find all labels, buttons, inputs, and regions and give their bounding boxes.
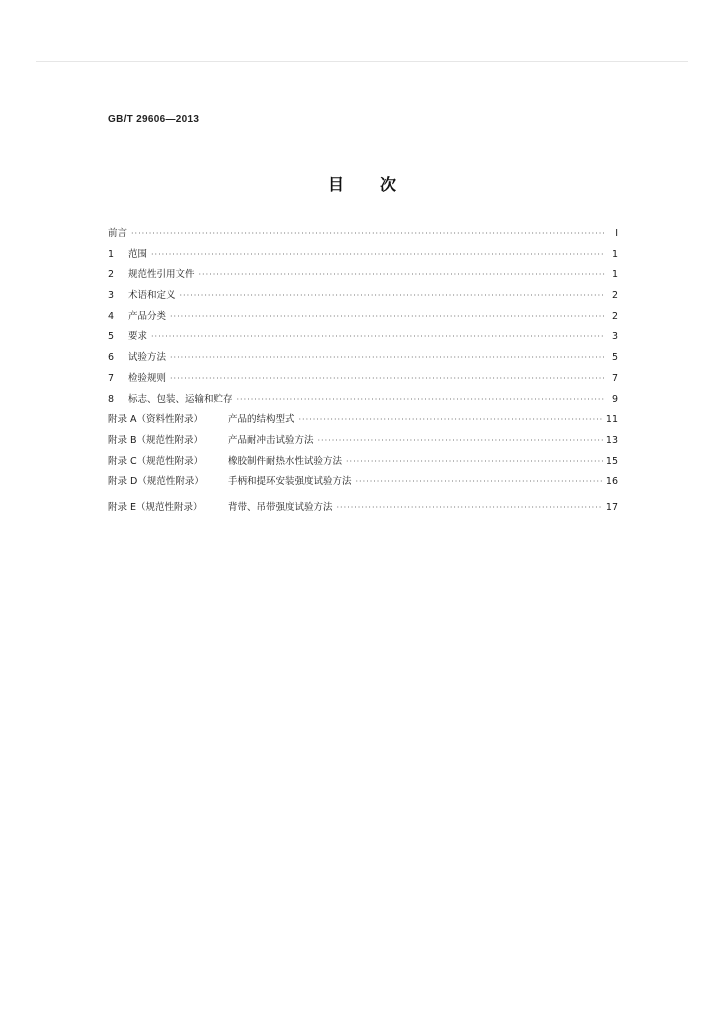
toc-entry-page: 3	[611, 331, 618, 343]
toc-appendix-label: 附录 C（规范性附录）	[108, 455, 204, 467]
toc-entry-number: 6	[108, 352, 115, 364]
toc-entry-appendix-b[interactable]	[108, 431, 618, 452]
toc-entry-appendix-d[interactable]	[108, 472, 618, 493]
toc-dot-leader	[346, 452, 603, 473]
toc-entry-appendix-e[interactable]	[108, 498, 618, 519]
toc-entry-title: 要求	[128, 331, 148, 343]
toc-entry-3[interactable]	[108, 286, 618, 307]
toc-entry-6[interactable]	[108, 348, 618, 369]
toc-entry-foreword[interactable]	[108, 224, 618, 245]
toc-dot-leader	[318, 431, 603, 452]
toc-dot-leader	[237, 390, 605, 411]
toc-entry-page: 15	[605, 455, 618, 467]
toc-entry-title: 手柄和提环安装强度试验方法	[228, 476, 352, 488]
toc-list	[108, 224, 618, 519]
toc-entry-number: 1	[108, 248, 115, 260]
toc-entry-title: 范围	[128, 248, 148, 260]
toc-dot-leader	[180, 286, 605, 307]
toc-entry-page: 9	[611, 393, 618, 405]
toc-entry-number: 7	[108, 372, 115, 384]
toc-dot-leader	[151, 327, 605, 348]
toc-entry-number: 8	[108, 393, 115, 405]
toc-entry-5[interactable]	[108, 327, 618, 348]
toc-entry-title: 产品的结构型式	[228, 414, 295, 426]
toc-entry-appendix-c[interactable]	[108, 452, 618, 473]
toc-dot-leader	[151, 245, 605, 266]
toc-entry-appendix-a[interactable]	[108, 410, 618, 431]
toc-entry-page: 7	[611, 372, 618, 384]
top-rule	[36, 61, 688, 62]
toc-entry-page: 1	[611, 269, 618, 281]
toc-entry-page: 16	[605, 476, 618, 488]
toc-entry-1[interactable]	[108, 245, 618, 266]
toc-entry-page: 13	[605, 434, 618, 446]
toc-dot-leader	[170, 307, 605, 328]
toc-dot-leader	[299, 410, 603, 431]
toc-entry-title: 术语和定义	[128, 290, 176, 302]
toc-entry-title: 橡胶制件耐热水性试验方法	[228, 455, 343, 467]
toc-entry-title: 检验规则	[128, 372, 167, 384]
toc-title-left: 目	[327, 175, 344, 194]
toc-entry-number: 5	[108, 331, 115, 343]
toc-dot-leader	[170, 369, 605, 390]
toc-title	[0, 172, 724, 195]
toc-entry-number: 3	[108, 290, 115, 302]
toc-entry-4[interactable]	[108, 307, 618, 328]
toc-entry-8[interactable]	[108, 390, 618, 411]
toc-entry-page: 2	[611, 310, 618, 322]
toc-entry-page: Ⅰ	[615, 228, 618, 239]
toc-entry-page: 5	[611, 352, 618, 364]
toc-entry-title: 前言	[108, 228, 128, 239]
toc-entry-title: 产品耐冲击试验方法	[228, 434, 314, 446]
toc-entry-title: 试验方法	[128, 352, 167, 364]
standard-code: GB/T 29606—2013	[108, 114, 200, 125]
toc-entry-title: 规范性引用文件	[128, 269, 195, 281]
toc-title-right: 次	[380, 175, 397, 194]
toc-dot-leader	[199, 265, 605, 286]
toc-dot-leader	[337, 498, 603, 519]
toc-appendix-label: 附录 E（规范性附录）	[108, 501, 203, 513]
toc-entry-title: 背带、吊带强度试验方法	[228, 501, 333, 513]
toc-appendix-label: 附录 B（规范性附录）	[108, 434, 204, 446]
toc-entry-2[interactable]	[108, 265, 618, 286]
toc-dot-leader	[356, 472, 603, 493]
toc-entry-page: 17	[605, 501, 618, 513]
toc-entry-title: 产品分类	[128, 310, 167, 322]
toc-entry-page: 11	[605, 414, 618, 426]
toc-entry-7[interactable]	[108, 369, 618, 390]
toc-appendix-label: 附录 D（规范性附录）	[108, 476, 204, 488]
toc-entry-number: 2	[108, 269, 115, 281]
toc-entry-title: 标志、包装、运输和贮存	[128, 393, 233, 405]
toc-dot-leader	[170, 348, 605, 369]
toc-dot-leader	[131, 224, 605, 245]
toc-entry-page: 2	[611, 290, 618, 302]
toc-appendix-label: 附录 A（资料性附录）	[108, 414, 204, 426]
toc-entry-page: 1	[611, 248, 618, 260]
toc-entry-number: 4	[108, 310, 115, 322]
